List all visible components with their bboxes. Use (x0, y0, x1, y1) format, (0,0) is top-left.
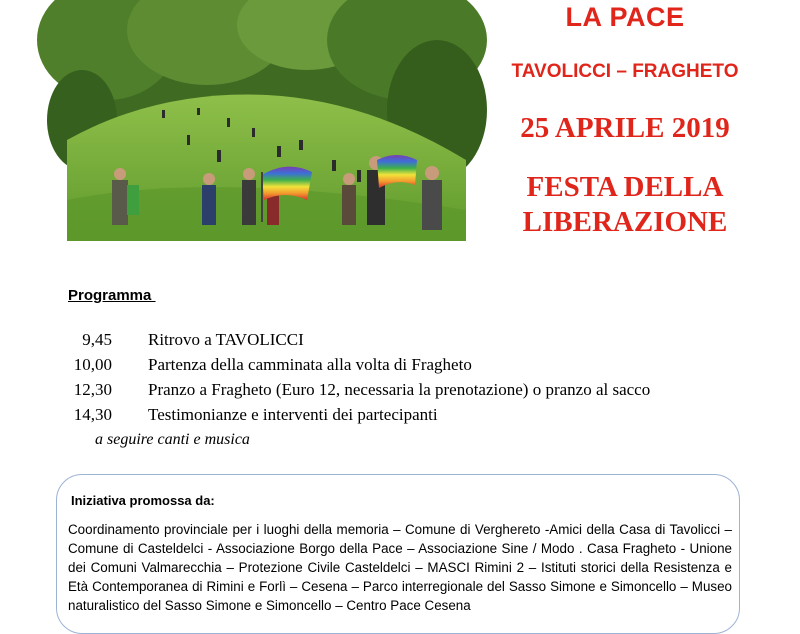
schedule-time: 10,00 (73, 355, 112, 374)
schedule-time: 14,30 (73, 405, 112, 424)
schedule-time: 9,45 (82, 330, 112, 349)
program-title: Programma (68, 287, 156, 304)
promoters-title: Iniziativa promossa da: (71, 493, 215, 508)
schedule-time: 12,30 (73, 380, 112, 399)
program-follow-up: a seguire canti e musica (95, 431, 250, 448)
schedule-description: Pranzo a Fragheto (Euro 12, necessaria la prenotazione) o pranzo al sacco (148, 380, 651, 399)
schedule-row (60, 379, 780, 404)
title-la-pace: LA PACE (565, 2, 685, 32)
event-name-line-2: LIBERAZIONE (522, 206, 728, 238)
event-date: 25 APRILE 2019 (520, 112, 730, 144)
event-name-line-1: FESTA DELLA (526, 171, 724, 203)
program-schedule (60, 329, 780, 429)
schedule-description: Partenza della camminata alla volta di Fragheto (148, 355, 472, 374)
schedule-row (60, 329, 780, 354)
meadow-photo-illustration (67, 0, 466, 241)
schedule-row (60, 404, 780, 429)
route-title: TAVOLICCI – FRAGHETO (511, 61, 739, 82)
event-photo (67, 0, 466, 241)
schedule-description: Ritrovo a TAVOLICCI (148, 330, 304, 349)
schedule-row (60, 354, 780, 379)
event-name (470, 170, 780, 240)
schedule-description: Testimonianze e interventi dei partecipanti (148, 405, 438, 424)
promoters-text: Coordinamento provinciale per i luoghi della memoria – Comune di Verghereto -Amici della Casa di Tavolicci – Comune di Casteldelci - Associazione Borgo della Pace – Associazione Sine / Modo . Casa Fragheto - Unione dei Comuni Valmarecchia – Protezione Civile Casteldelci – MASCI Rimini 2 – Istituti storici della Resistenza e Età Contemporanea di Rimini e Forlì – Cesena – Parco interregionale del Sasso Simone e Simoncello – Museo naturalistico del Sasso Simone e Simoncello – Centro Pace Cesena (68, 522, 732, 613)
